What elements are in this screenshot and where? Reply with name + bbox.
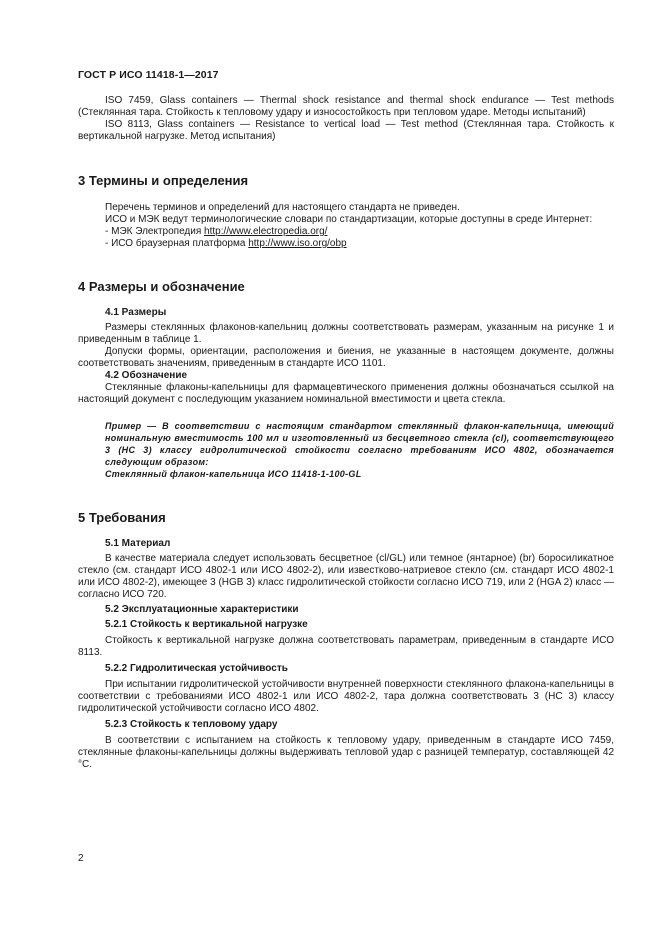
list-item-label: - ИСО браузерная платформа <box>105 238 249 249</box>
section-5-2-3-heading: 5.2.3 Стойкость к тепловому удару <box>105 719 278 730</box>
section-4-1-paragraph-1: Размеры стеклянных флаконов-капельниц должны соответствовать размерам, указанным на рисунке 1 и приведенным в таблице 1. <box>78 322 614 345</box>
section-5-1-paragraph: В качестве материала следует использовать бесцветное (cl/GL) или темное (янтарное) (br) боросиликатное стекло (см. стандарт ИСО 4802-1 или ИСО 4802-2), или известково-натриевое стекло (см. стандарт ИСО 4802-1 или ИСО 4802-2), имеющее 3 (HGB 3) класс гидролитической стойкости согласно ИСО 719, или 2 (HGA 2) класс — согласно ИСО 720. <box>78 553 614 600</box>
page-number: 2 <box>78 853 84 864</box>
section-3-paragraph-2: ИСО и МЭК ведут терминологические словари по стандартизации, которые доступны в среде Интернет: <box>105 214 593 225</box>
section-5-heading: 5 Требования <box>78 510 166 525</box>
section-3-paragraph-1: Перечень терминов и определений для настоящего стандарта не приведен. <box>105 202 460 213</box>
example-text: Пример — В соответствии с настоящим стандартом стеклянный флакон-капельница, имеющий номинальную вместимость 100 мл и изготовленный из бесцветного стекла (cl), соответствующего 3 (НС 3) классу гидролитической стойкости согласно требованиям ИСО 4802, обозначается следующим образом: <box>105 421 614 467</box>
section-4-heading: 4 Размеры и обозначение <box>78 279 245 294</box>
designation-example <box>78 420 614 480</box>
section-5-2-1-paragraph: Стойкость к вертикальной нагрузке должна соответствовать параметрам, приведенным в стандарте ИСО 8113. <box>78 635 614 658</box>
list-item <box>105 238 614 250</box>
section-5-2-2-paragraph: При испытании гидролитической устойчивости внутренней поверхности стеклянного флакона-капельницы в соответствии с требованиями ИСО 4802-1 или ИСО 4802-2, тара должна соответствовать 3 (НС 3) классу гидролитической устойчивости согласно ИСО 4802. <box>78 679 614 714</box>
terminology-links-list <box>78 226 614 250</box>
document-header: ГОСТ Р ИСО 11418-1—2017 <box>78 69 219 81</box>
section-5-2-heading: 5.2 Эксплуатационные характеристики <box>105 604 299 615</box>
section-4-1-heading: 4.1 Размеры <box>105 307 167 318</box>
reference-iso-8113: ISO 8113, Glass containers — Resistance to vertical load — Test method (Стеклянная тара. Стойкость к вертикальной нагрузке. Метод испытания) <box>78 119 614 142</box>
section-5-2-3-paragraph: В соответствии с испытанием на стойкость к тепловому удару, приведенным в стандарте ИСО 7459, стеклянные флаконы-капельницы должны выдерживать тепловой удар с разницей температур, составляющей 42 °С. <box>78 735 614 770</box>
section-3-heading: 3 Термины и определения <box>78 173 249 188</box>
section-4-1-paragraph-2: Допуски формы, ориентации, расположения и биения, не указанные в настоящем документе, должны соответствовать значениям, приведенным в стандарте ИСО 1101. <box>78 346 614 369</box>
electropedia-link[interactable]: http://www.electropedia.org/ <box>204 226 328 237</box>
list-item <box>105 226 614 238</box>
section-5-2-2-heading: 5.2.2 Гидролитическая устойчивость <box>105 663 288 674</box>
reference-iso-7459: ISO 7459, Glass containers — Thermal shock resistance and thermal shock endurance — Test methods (Стеклянная тара. Стойкость к тепловому удару и износостойкость при тепловом ударе. Методы испытаний) <box>78 95 614 118</box>
document-body <box>78 95 614 771</box>
section-4-2-paragraph-1: Стеклянные флаконы-капельницы для фармацевтического применения должны обозначаться ссылкой на настоящий документ с последующим указанием номинальной вместимости и цвета стекла. <box>78 382 614 405</box>
section-5-2-1-heading: 5.2.1 Стойкость к вертикальной нагрузке <box>105 619 308 630</box>
list-item-label: - МЭК Электропедия <box>105 226 205 237</box>
section-5-1-heading: 5.1 Материал <box>105 538 171 549</box>
iso-obp-link[interactable]: http://www.iso.org/obp <box>248 238 347 249</box>
example-designation-code: Стеклянный флакон-капельница ИСО 11418-1-100-GL <box>105 469 362 479</box>
section-4-2-heading: 4.2 Обозначение <box>105 370 188 381</box>
